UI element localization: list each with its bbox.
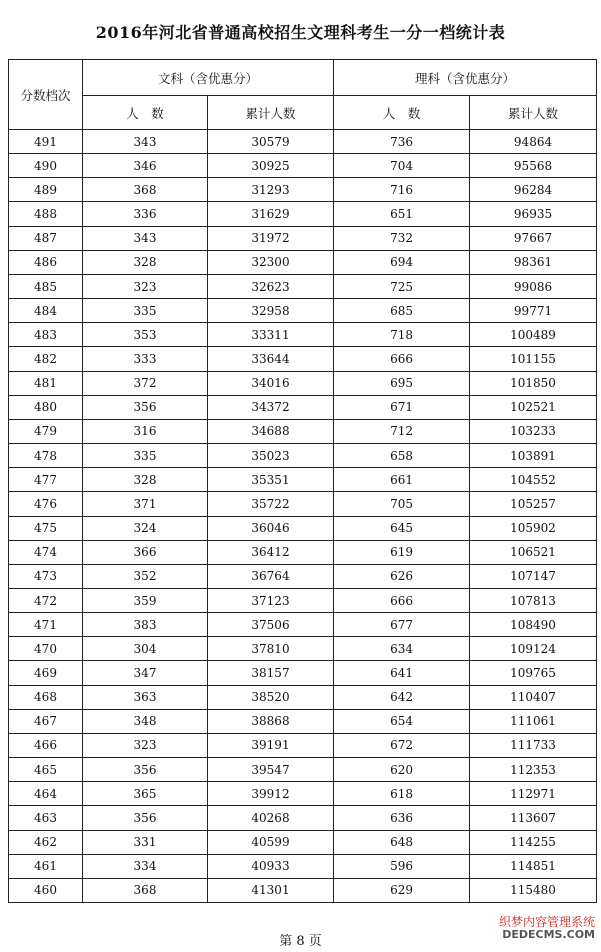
science-count-cell: 716 bbox=[334, 178, 470, 202]
science-cumulative-cell: 103891 bbox=[470, 444, 597, 468]
liberal-arts-cumulative-cell: 40933 bbox=[208, 854, 334, 878]
liberal-arts-count-cell: 383 bbox=[83, 613, 208, 637]
score-cell: 472 bbox=[9, 588, 83, 612]
science-cumulative-cell: 102521 bbox=[470, 395, 597, 419]
liberal-arts-cumulative-cell: 37123 bbox=[208, 588, 334, 612]
score-cell: 460 bbox=[9, 878, 83, 902]
science-count-cell: 626 bbox=[334, 564, 470, 588]
table-row bbox=[9, 685, 597, 709]
science-cumulative-cell: 105257 bbox=[470, 492, 597, 516]
liberal-arts-cumulative-cell: 36412 bbox=[208, 540, 334, 564]
liberal-arts-cumulative-cell: 40268 bbox=[208, 806, 334, 830]
science-count-cell: 620 bbox=[334, 758, 470, 782]
table-row bbox=[9, 733, 597, 757]
table-row bbox=[9, 854, 597, 878]
liberal-arts-count-cell: 323 bbox=[83, 274, 208, 298]
liberal-arts-count-header: 人 数 bbox=[83, 96, 208, 130]
table-row bbox=[9, 130, 597, 154]
page-number: 第 8 页 bbox=[279, 934, 322, 949]
science-cumulative-cell: 108490 bbox=[470, 613, 597, 637]
table-row bbox=[9, 830, 597, 854]
science-cumulative-cell: 114851 bbox=[470, 854, 597, 878]
science-cumulative-cell: 96284 bbox=[470, 178, 597, 202]
score-cell: 490 bbox=[9, 154, 83, 178]
science-count-cell: 658 bbox=[334, 444, 470, 468]
score-cell: 486 bbox=[9, 250, 83, 274]
science-cumulative-cell: 112353 bbox=[470, 758, 597, 782]
liberal-arts-cumulative-cell: 41301 bbox=[208, 878, 334, 902]
watermark-line2: DEDECMS.COM bbox=[502, 927, 595, 941]
table-row bbox=[9, 637, 597, 661]
score-cell: 487 bbox=[9, 226, 83, 250]
score-cell: 468 bbox=[9, 685, 83, 709]
table-row bbox=[9, 299, 597, 323]
science-cumulative-cell: 111061 bbox=[470, 709, 597, 733]
score-cell: 462 bbox=[9, 830, 83, 854]
liberal-arts-count-cell: 324 bbox=[83, 516, 208, 540]
liberal-arts-cumulative-cell: 37810 bbox=[208, 637, 334, 661]
watermark bbox=[499, 916, 595, 940]
liberal-arts-count-cell: 366 bbox=[83, 540, 208, 564]
science-cumulative-cell: 99086 bbox=[470, 274, 597, 298]
liberal-arts-count-cell: 363 bbox=[83, 685, 208, 709]
science-cumulative-cell: 107813 bbox=[470, 588, 597, 612]
science-count-cell: 725 bbox=[334, 274, 470, 298]
science-count-cell: 618 bbox=[334, 782, 470, 806]
liberal-arts-cumulative-cell: 32623 bbox=[208, 274, 334, 298]
score-cell: 471 bbox=[9, 613, 83, 637]
score-cell: 491 bbox=[9, 130, 83, 154]
score-cell: 461 bbox=[9, 854, 83, 878]
liberal-arts-cumulative-cell: 38868 bbox=[208, 709, 334, 733]
liberal-arts-count-cell: 356 bbox=[83, 806, 208, 830]
liberal-arts-count-cell: 356 bbox=[83, 758, 208, 782]
liberal-arts-cumulative-cell: 34016 bbox=[208, 371, 334, 395]
liberal-arts-cumulative-cell: 33644 bbox=[208, 347, 334, 371]
science-count-cell: 641 bbox=[334, 661, 470, 685]
liberal-arts-cumulative-cell: 35351 bbox=[208, 468, 334, 492]
science-count-cell: 705 bbox=[334, 492, 470, 516]
science-count-cell: 661 bbox=[334, 468, 470, 492]
liberal-arts-count-cell: 365 bbox=[83, 782, 208, 806]
table-row bbox=[9, 178, 597, 202]
liberal-arts-count-cell: 346 bbox=[83, 154, 208, 178]
table-row bbox=[9, 540, 597, 564]
science-header: 理科（含优惠分） bbox=[334, 60, 597, 96]
science-cumulative-cell: 101155 bbox=[470, 347, 597, 371]
table-row bbox=[9, 226, 597, 250]
score-cell: 475 bbox=[9, 516, 83, 540]
liberal-arts-count-cell: 335 bbox=[83, 444, 208, 468]
science-count-cell: 666 bbox=[334, 347, 470, 371]
table-row bbox=[9, 154, 597, 178]
science-cumulative-cell: 95568 bbox=[470, 154, 597, 178]
liberal-arts-count-cell: 335 bbox=[83, 299, 208, 323]
science-cumulative-cell: 99771 bbox=[470, 299, 597, 323]
science-cumulative-cell: 105902 bbox=[470, 516, 597, 540]
science-cumulative-cell: 97667 bbox=[470, 226, 597, 250]
science-count-cell: 712 bbox=[334, 419, 470, 443]
liberal-arts-count-cell: 343 bbox=[83, 226, 208, 250]
liberal-arts-count-cell: 328 bbox=[83, 250, 208, 274]
liberal-arts-count-cell: 368 bbox=[83, 878, 208, 902]
table-row bbox=[9, 323, 597, 347]
score-cell: 463 bbox=[9, 806, 83, 830]
science-cumulative-cell: 94864 bbox=[470, 130, 597, 154]
table-row bbox=[9, 806, 597, 830]
science-count-cell: 704 bbox=[334, 154, 470, 178]
score-distribution-table bbox=[8, 59, 597, 903]
page-title: 2016年河北省普通高校招生文理科考生一分一档统计表 bbox=[95, 23, 506, 42]
score-cell: 485 bbox=[9, 274, 83, 298]
liberal-arts-cumulative-cell: 35722 bbox=[208, 492, 334, 516]
liberal-arts-count-cell: 372 bbox=[83, 371, 208, 395]
liberal-arts-cumulative-header: 累计人数 bbox=[208, 96, 334, 130]
table-row bbox=[9, 419, 597, 443]
liberal-arts-count-cell: 347 bbox=[83, 661, 208, 685]
liberal-arts-count-cell: 359 bbox=[83, 588, 208, 612]
score-cell: 464 bbox=[9, 782, 83, 806]
liberal-arts-count-cell: 348 bbox=[83, 709, 208, 733]
table-row bbox=[9, 371, 597, 395]
liberal-arts-count-cell: 328 bbox=[83, 468, 208, 492]
science-count-cell: 634 bbox=[334, 637, 470, 661]
liberal-arts-cumulative-cell: 39191 bbox=[208, 733, 334, 757]
table-row bbox=[9, 274, 597, 298]
liberal-arts-count-cell: 353 bbox=[83, 323, 208, 347]
table-row bbox=[9, 709, 597, 733]
score-cell: 489 bbox=[9, 178, 83, 202]
science-cumulative-cell: 114255 bbox=[470, 830, 597, 854]
table-row bbox=[9, 492, 597, 516]
liberal-arts-cumulative-cell: 30579 bbox=[208, 130, 334, 154]
score-cell: 470 bbox=[9, 637, 83, 661]
table-row bbox=[9, 564, 597, 588]
score-level-header: 分数档次 bbox=[9, 60, 83, 130]
science-count-cell: 736 bbox=[334, 130, 470, 154]
watermark-line1: 织梦内容管理系统 bbox=[498, 915, 595, 929]
science-cumulative-cell: 109765 bbox=[470, 661, 597, 685]
liberal-arts-cumulative-cell: 31629 bbox=[208, 202, 334, 226]
liberal-arts-cumulative-cell: 31972 bbox=[208, 226, 334, 250]
score-cell: 488 bbox=[9, 202, 83, 226]
liberal-arts-count-cell: 368 bbox=[83, 178, 208, 202]
table-row bbox=[9, 878, 597, 902]
science-count-cell: 645 bbox=[334, 516, 470, 540]
score-cell: 465 bbox=[9, 758, 83, 782]
liberal-arts-cumulative-cell: 38157 bbox=[208, 661, 334, 685]
liberal-arts-cumulative-cell: 40599 bbox=[208, 830, 334, 854]
science-count-cell: 619 bbox=[334, 540, 470, 564]
science-cumulative-cell: 96935 bbox=[470, 202, 597, 226]
science-count-cell: 718 bbox=[334, 323, 470, 347]
liberal-arts-cumulative-cell: 35023 bbox=[208, 444, 334, 468]
science-count-cell: 671 bbox=[334, 395, 470, 419]
table-row bbox=[9, 588, 597, 612]
science-cumulative-cell: 110407 bbox=[470, 685, 597, 709]
science-count-cell: 642 bbox=[334, 685, 470, 709]
science-cumulative-cell: 101850 bbox=[470, 371, 597, 395]
science-count-cell: 732 bbox=[334, 226, 470, 250]
liberal-arts-count-cell: 336 bbox=[83, 202, 208, 226]
score-cell: 479 bbox=[9, 419, 83, 443]
liberal-arts-count-cell: 352 bbox=[83, 564, 208, 588]
table-row bbox=[9, 250, 597, 274]
table-row bbox=[9, 444, 597, 468]
table-row bbox=[9, 395, 597, 419]
science-cumulative-cell: 115480 bbox=[470, 878, 597, 902]
liberal-arts-count-cell: 304 bbox=[83, 637, 208, 661]
liberal-arts-count-cell: 356 bbox=[83, 395, 208, 419]
table-row bbox=[9, 202, 597, 226]
score-cell: 473 bbox=[9, 564, 83, 588]
science-cumulative-cell: 106521 bbox=[470, 540, 597, 564]
liberal-arts-cumulative-cell: 39912 bbox=[208, 782, 334, 806]
science-cumulative-cell: 113607 bbox=[470, 806, 597, 830]
table-row bbox=[9, 661, 597, 685]
score-cell: 484 bbox=[9, 299, 83, 323]
science-cumulative-cell: 112971 bbox=[470, 782, 597, 806]
table-row bbox=[9, 758, 597, 782]
science-cumulative-cell: 109124 bbox=[470, 637, 597, 661]
score-cell: 478 bbox=[9, 444, 83, 468]
science-count-cell: 636 bbox=[334, 806, 470, 830]
science-count-cell: 629 bbox=[334, 878, 470, 902]
score-cell: 467 bbox=[9, 709, 83, 733]
science-count-cell: 654 bbox=[334, 709, 470, 733]
score-cell: 483 bbox=[9, 323, 83, 347]
science-cumulative-cell: 111733 bbox=[470, 733, 597, 757]
science-count-cell: 677 bbox=[334, 613, 470, 637]
science-count-cell: 672 bbox=[334, 733, 470, 757]
liberal-arts-cumulative-cell: 34372 bbox=[208, 395, 334, 419]
science-count-cell: 695 bbox=[334, 371, 470, 395]
science-count-cell: 651 bbox=[334, 202, 470, 226]
score-cell: 466 bbox=[9, 733, 83, 757]
liberal-arts-cumulative-cell: 36046 bbox=[208, 516, 334, 540]
science-count-cell: 648 bbox=[334, 830, 470, 854]
liberal-arts-cumulative-cell: 38520 bbox=[208, 685, 334, 709]
liberal-arts-cumulative-cell: 34688 bbox=[208, 419, 334, 443]
liberal-arts-cumulative-cell: 32300 bbox=[208, 250, 334, 274]
science-cumulative-cell: 103233 bbox=[470, 419, 597, 443]
liberal-arts-count-cell: 343 bbox=[83, 130, 208, 154]
science-cumulative-cell: 98361 bbox=[470, 250, 597, 274]
table-row bbox=[9, 782, 597, 806]
score-cell: 474 bbox=[9, 540, 83, 564]
liberal-arts-count-cell: 371 bbox=[83, 492, 208, 516]
liberal-arts-cumulative-cell: 36764 bbox=[208, 564, 334, 588]
science-count-cell: 666 bbox=[334, 588, 470, 612]
liberal-arts-count-cell: 316 bbox=[83, 419, 208, 443]
table-row bbox=[9, 347, 597, 371]
table-row bbox=[9, 516, 597, 540]
science-cumulative-cell: 104552 bbox=[470, 468, 597, 492]
score-cell: 481 bbox=[9, 371, 83, 395]
science-cumulative-cell: 107147 bbox=[470, 564, 597, 588]
score-cell: 480 bbox=[9, 395, 83, 419]
liberal-arts-count-cell: 323 bbox=[83, 733, 208, 757]
score-cell: 476 bbox=[9, 492, 83, 516]
liberal-arts-cumulative-cell: 30925 bbox=[208, 154, 334, 178]
liberal-arts-count-cell: 331 bbox=[83, 830, 208, 854]
table-body bbox=[9, 130, 597, 903]
liberal-arts-header: 文科（含优惠分） bbox=[83, 60, 334, 96]
table-row bbox=[9, 613, 597, 637]
score-cell: 482 bbox=[9, 347, 83, 371]
science-count-cell: 685 bbox=[334, 299, 470, 323]
science-count-cell: 596 bbox=[334, 854, 470, 878]
liberal-arts-cumulative-cell: 37506 bbox=[208, 613, 334, 637]
science-count-cell: 694 bbox=[334, 250, 470, 274]
science-cumulative-header: 累计人数 bbox=[470, 96, 597, 130]
liberal-arts-cumulative-cell: 32958 bbox=[208, 299, 334, 323]
table-row bbox=[9, 468, 597, 492]
score-cell: 469 bbox=[9, 661, 83, 685]
liberal-arts-cumulative-cell: 39547 bbox=[208, 758, 334, 782]
score-cell: 477 bbox=[9, 468, 83, 492]
liberal-arts-count-cell: 334 bbox=[83, 854, 208, 878]
liberal-arts-count-cell: 333 bbox=[83, 347, 208, 371]
liberal-arts-cumulative-cell: 33311 bbox=[208, 323, 334, 347]
liberal-arts-cumulative-cell: 31293 bbox=[208, 178, 334, 202]
science-count-header: 人 数 bbox=[334, 96, 470, 130]
science-cumulative-cell: 100489 bbox=[470, 323, 597, 347]
